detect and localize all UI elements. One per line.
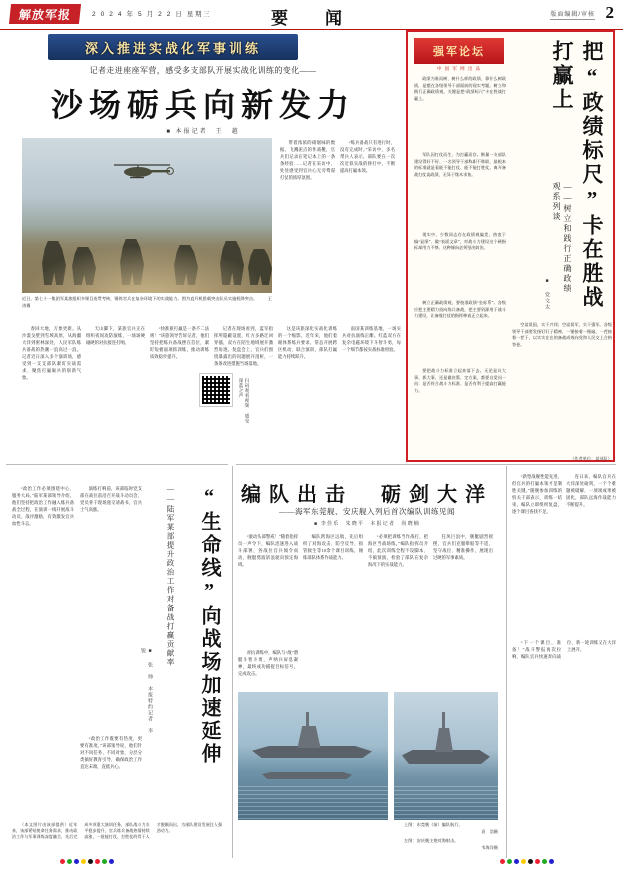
commentary-banner: 强军论坛 — [414, 38, 504, 64]
article-main-banner — [48, 34, 298, 60]
commentary-col-3: 现实中，少数同志存在政绩观偏差，热衷于搞“显绩”、做“表面文章”，对战斗力建设这个硬指标却用力不够。这种倾向必须坚决纠治。 — [414, 232, 506, 251]
section-title: 要 闻 — [271, 9, 352, 28]
warship-mast — [306, 712, 309, 728]
helicopter-icon — [110, 162, 174, 182]
newspaper-logo: 解放军报 — [9, 4, 81, 24]
navy-headline: 编队出击 砺剑大洋 — [241, 484, 493, 506]
commentary-author: ■ 党文太 — [544, 278, 550, 310]
commentary-col-5: 要把战斗力标准立起来落下去。无论是议大事、抓大事，还是做决策、定方案，都要自觉问一问：是否符合战斗力标准、是否有利于提高打赢能力。 — [414, 368, 506, 393]
qr-code[interactable] — [200, 374, 232, 406]
navy-photo-right — [394, 692, 498, 820]
publication-date: 2 0 2 4 年 5 月 2 2 日 星期三 — [92, 11, 212, 18]
navy-col-8: “下一个课目，准备！”战斗警报再次拉响，编队官兵快速奔向战位，新一轮训练又在大洋上展开。 — [512, 640, 616, 659]
navy-col-2: 编队跨海区远航，先后组织了对海攻击、防空反导、损管救生等10余个课目训练，锤炼部队体系作战能力。 — [303, 534, 363, 560]
navy-col-3: “必须把训练当作战打，把海区当战场练。”编队指挥员介绍，此次训练全程不设脚本、不搞预演，检验了部队在复杂海况下的实战能力。 — [368, 534, 428, 567]
qr-caption: 扫码观看视频 感受深蓝之声 — [239, 378, 250, 424]
navy-photo-credit-1: 袁 浩摄 — [481, 828, 498, 834]
article-main-col-5: 这是该旅深化实战化训练的一个缩影。近年来，他们着眼体系练兵要求，常态开展跨区机动、联合演训，部队打赢能力持续跃升。 — [278, 326, 337, 359]
lifeline-footer: （本文图片由该部提供）近年来，该部紧贴使命任务需求，推动政治工作与军事训练深度融合，先后完成多项重大演训任务，部队战斗力水平稳步提升，官兵练兵备战热情持续高涨，一批能打仗、打胜仗的骨干人才脱颖而出，为部队建设发展注入强劲动力。 — [12, 822, 222, 840]
commentary-col-4: 树立正确政绩观，要校准政绩“坐标系”。各级应把主要精力投向练兵备战，把主要资源用于战斗力建设，让备战打仗的指挥棒真正立起来。 — [414, 300, 506, 319]
lifeline-headline: “生命线”向战场加速延伸 — [198, 486, 220, 766]
navy-photo-captions — [404, 822, 498, 852]
navy-caption-bottom: 左图：安庆舰主炮对海射击。 — [404, 838, 459, 844]
warship-superstructure — [292, 726, 326, 748]
article-main-col-4: 记者在现场看到，蓝军指挥所隐蔽设置，红方多路迂回穿插，双方在陌生地域展开激烈角逐。复盘会上，官兵们围绕暴露出的问题展开剖析，一条条改进措施当场落地。 — [214, 326, 273, 366]
ship-wake — [238, 786, 388, 820]
navy-photo-left — [238, 692, 388, 820]
warship-superstructure — [430, 728, 458, 752]
article-main-photo — [22, 138, 272, 293]
commentary-signature: （作者单位：某部队） — [570, 456, 612, 461]
masthead — [0, 0, 623, 30]
commentary-col-2: 军队因打仗而生，为打赢而存。衡量一支部队建设得好不好、一名领导干部称职不称职，最根本的标准就是看能不能打仗、能不能打胜仗。离开备战打仗谈政绩，无异于缘木求鱼。 — [414, 152, 506, 177]
registration-dots-left — [60, 859, 114, 865]
navy-byline: ■ 李佳乐 朱晓平 本报记者 尚晓楠 — [313, 521, 420, 527]
article-main-col-3: “快准狠打赢是一条不二法则！”该旅领导告诉记者，他们坚持把练兵备战摆在首位，紧盯短板弱项抓训练，推动训练质效稳步提升。 — [150, 326, 209, 359]
warship-hull — [402, 750, 490, 764]
divider — [236, 464, 616, 465]
navy-col-7: 连日来，编队官兵在大洋深处砺剑，一个个难题被破解，一项项成果被固化，部队远海作战能力不断提升。 — [566, 474, 616, 507]
commentary-headline: 把“政绩标尺”卡在胜战打赢上 — [550, 40, 604, 310]
navy-col-1: “滚动头部警戒！”随着指挥员一声令下，编队迅速进入战斗部署，各战位官兵闻令而动，舰艇劈波斩浪驶向预定海域。 — [238, 534, 298, 567]
lifeline-subhead: ——陆军某部提升政治工作对备战打赢贡献率 — [166, 484, 175, 667]
article-main-col-6: 带着浓浓的硝烟味的数据，飞溅泥点的作战靴，官兵们记录在笔记本上的一条条经验……记者在采访中，处处感受到官兵心无旁骛谋打仗的浓厚氛围。 — [280, 140, 335, 180]
lifeline-col-2: 演练打响前，该部临时党支部在战位前沿召开战斗动员会，党员骨干现场递交请战书，官兵士气高涨。 — [80, 486, 142, 512]
warship-hull — [262, 772, 352, 779]
editor-info: 版面编辑/审核 — [550, 9, 595, 20]
article-main-photo-caption: 近日，第七十一集团军某旅组织多课目连贯考核，锤炼官兵在复杂环境下的实战能力。图为直升机搭载突击队员实施机降突击。 王 涛摄 — [22, 296, 277, 308]
commentary-subhead: ——树立和践行正确政绩观系列谈 — [552, 182, 572, 294]
article-main-banner-text: 深入推进实战化军事训练 — [84, 40, 261, 56]
commentary-banner-sub: 中 国 军 网 出 品 — [436, 66, 482, 71]
article-main-col-1: 春回大地，万象更新。从沙漠戈壁到雪域高原，从海疆大洋到密林深处，人民军队练兵备战的热潮一浪高过一浪。记者近日深入多个演训场，感受到一支支部队紧盯实战需求、聚焦打赢砺兵的崭新气象。 — [22, 326, 81, 380]
warship-mast — [442, 712, 445, 730]
navy-col-4: 狂风巨浪中，舰艇剧烈摇摆，官兵们克服晕船等不适，坚守战位、精准操作，展现出过硬的军事素质。 — [433, 534, 493, 560]
commentary-col-1: 政绩为谁而树、树什么样的政绩、靠什么树政绩，是摆在各级领导干部面前的现实考题。树立和践行正确政绩观，关键是把“政绩标尺”卡在胜战打赢上。 — [414, 76, 506, 101]
article-main-col-7: “练兵备战只有进行时，没有完成时。”采访中，多名带兵人表示，部队要在一次次近似实战的摔打中，不断提高打赢本领。 — [340, 140, 395, 173]
article-commentary — [406, 30, 615, 462]
article-main-col-2: 天山脚下，某旅官兵正在组织夜间攻防演练，一场场硬碰硬的对抗接连打响。 — [86, 326, 145, 345]
lifeline-col-1: “政治工作必须围绕中心、服务大局。”陆军某部领导介绍，他们坚持把政治工作融入练兵备战全过程，在演训一线开展战斗动员、战评激励，有效激发官兵血性斗志。 — [12, 486, 74, 526]
article-main-shoulder: 记者走进座座军营，感受多支部队开展实战化训练的变化—— — [89, 66, 317, 75]
navy-photo-credit-2: 韦海洋摄 — [481, 845, 498, 851]
divider — [6, 464, 228, 465]
article-main-headline: 沙场砺兵向新发力 — [50, 87, 355, 123]
lifeline-col-3: “政治工作既要有热度，更要有准度。”该部领导说，他们针对不同任务、不同对象，分层分类搞好教育引导，确保政治工作直达末端、直抵兵心。 — [80, 736, 142, 769]
ship-wake — [394, 786, 498, 820]
article-main-byline: ■ 本报记者 王 越 — [166, 129, 240, 135]
commentary-col-6: 空谈误国，实干兴邦；空谈误军，实干强军。各级领导干部要发扬钉钉子精神，一锤接着一锤敲，一茬接着一茬干，以实实在在的备战成效向党和人民交上合格答卷。 — [512, 322, 612, 347]
registration-dots-right — [500, 859, 554, 865]
navy-col-6: “新型战舰性能先进，但官兵的打赢本领才是制胜关键。”随舰参加训练的机关干部表示，训练一结束，编队立即组织复盘，逐个课目查找不足。 — [512, 474, 562, 514]
page-number: 2 — [605, 3, 614, 22]
lifeline-byline: ■ 张 帅 本报特约记者 李 锐 — [140, 648, 153, 740]
divider — [232, 466, 233, 858]
navy-col-5: 对抗训练中，编队与“敌”潜艇斗智斗勇，声呐兵屏息凝神，最终成功捕捉目标信号，完成攻击。 — [238, 650, 298, 676]
article-lifeline — [6, 470, 228, 860]
divider — [506, 466, 507, 858]
article-main-col-8: 南国某训练基地，一场实兵对抗演练正酣。红蓝双方在复杂电磁环境下斗智斗勇，每一个细节都按实战标准检验。 — [342, 326, 401, 352]
navy-subhead: ——海军东莞舰、安庆舰入列后首次编队训练见闻 — [279, 507, 455, 516]
navy-caption-top: 上图：东莞舰（前）编队航行。 — [404, 822, 463, 827]
dust-cloud — [22, 245, 272, 293]
